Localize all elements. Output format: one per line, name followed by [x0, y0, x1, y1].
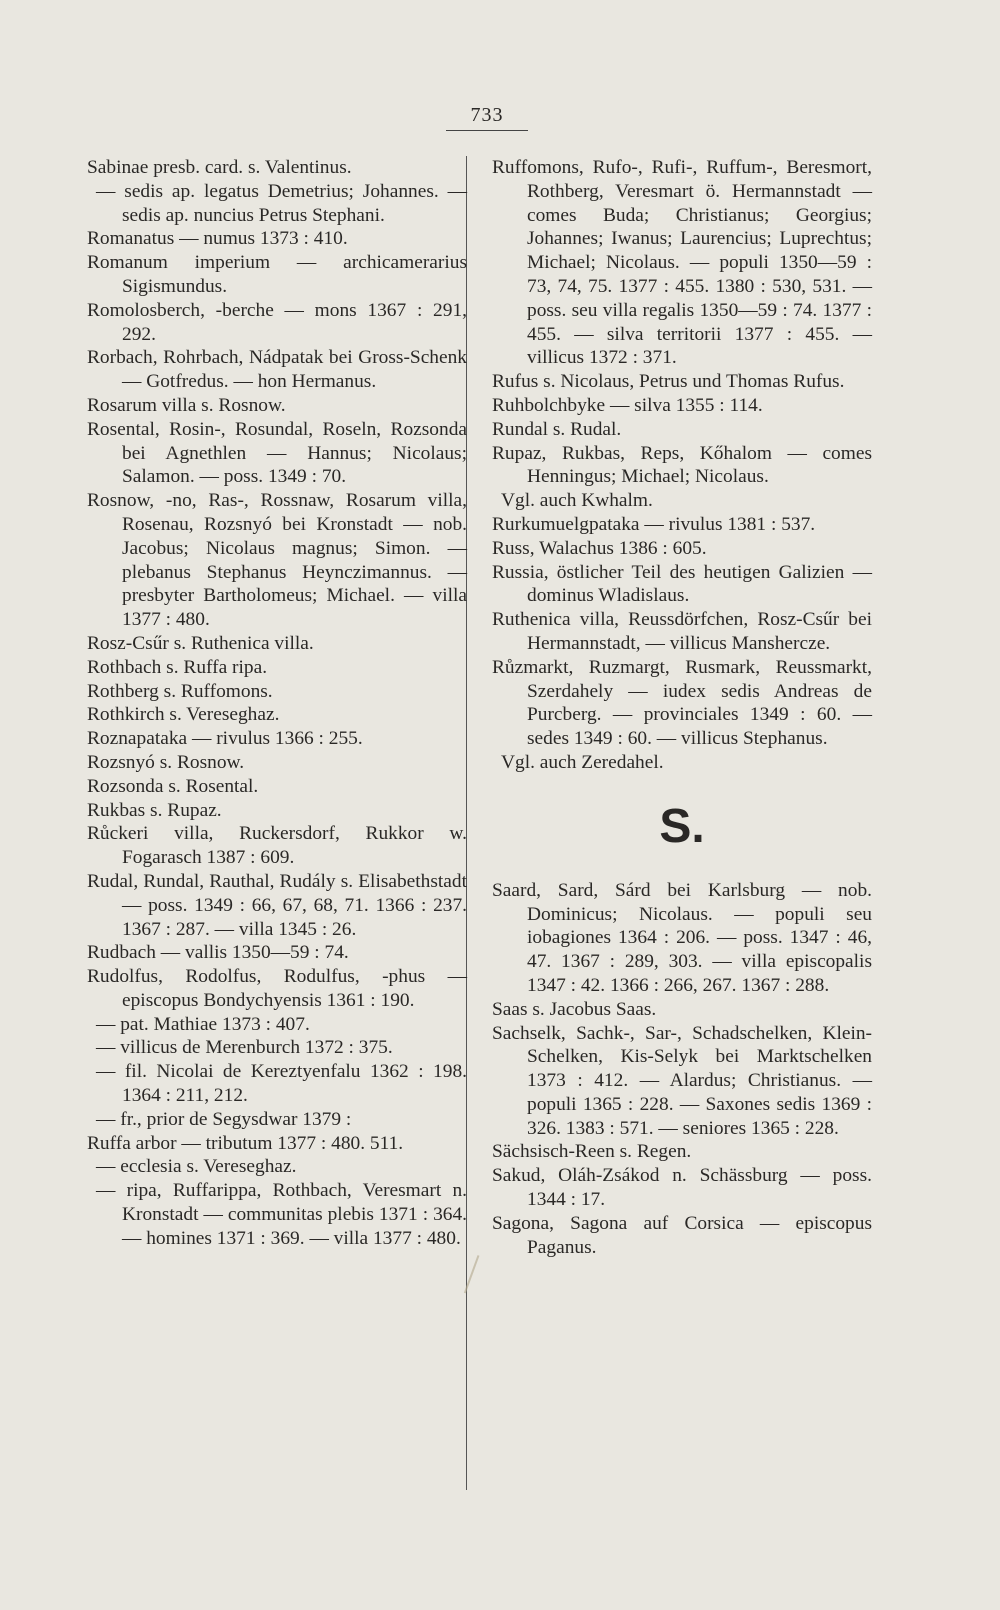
index-entry: Rudal, Rundal, Rauthal, Rudály s. Elisabethstadt — poss. 1349 : 66, 67, 68, 71. 1366 : 237. 1367 : 287. — villa 1345 : 26. — [87, 870, 467, 940]
index-entry: Ruhbolchbyke — silva 1355 : 114. — [492, 394, 763, 416]
index-subentry: — ripa, Ruffarippa, Rothbach, Veresmart n. Kronstadt — communitas plebis 1371 : 364. — homines 1371 : 369. — villa 1377 : 480. — [96, 1180, 467, 1249]
index-entry: Romanatus — numus 1373 : 410. — [87, 228, 348, 250]
index-entry: Roznapataka — rivulus 1366 : 255. — [87, 728, 363, 750]
index-entry: Saas s. Jacobus Saas. — [492, 998, 657, 1020]
index-entry: Rupaz, Rukbas, Reps, Kőhalom — comes Henningus; Michael; Nicolaus. — [492, 442, 872, 488]
page-number: 733 — [446, 104, 528, 131]
index-entry: Rundal s. Rudal. — [492, 418, 622, 440]
index-entry: Růzmarkt, Ruzmargt, Rusmark, Reussmarkt, Szerdahely — iudex sedis Andreas de Purcberg. — provinciales 1349 : 60. — sedes 1349 : 60. — villicus Stephanus. — [492, 656, 872, 750]
index-subentry: — villicus de Merenburch 1372 : 375. — [96, 1037, 393, 1059]
pencil-mark — [464, 1255, 500, 1301]
index-entry: Russia, östlicher Teil des heutigen Galizien — dominus Wladislaus. — [492, 561, 872, 607]
index-entry: Sächsisch-Reen s. Regen. — [492, 1141, 692, 1163]
index-subentry: — fr., prior de Segysdwar 1379 : — [96, 1108, 352, 1130]
index-entry: Ruthenica villa, Reussdörfchen, Rosz-Csűr bei Hermannstadt, — villicus Manshercze. — [492, 609, 872, 654]
index-subentry: — pat. Mathiae 1373 : 407. — [96, 1013, 310, 1035]
index-entry: Ruffa arbor — tributum 1377 : 480. 511. — [87, 1132, 404, 1154]
index-entry: Russ, Walachus 1386 : 605. — [492, 537, 707, 559]
left-column — [87, 156, 467, 1251]
index-entry: Rothkirch s. Vereseghaz. — [87, 704, 280, 726]
index-entry: Rothbach s. Ruffa ripa. — [87, 656, 268, 678]
index-entry: Saard, Sard, Sárd bei Karlsburg — nob. Dominicus; Nicolaus. — populi seu iobagiones 1364 : 206. — poss. 1347 : 46, 47. 1367 : 289, 303. — villa episcopalis 1347 : 42. 1366 : 266, 267. 1367 : 288. — [492, 879, 872, 996]
index-subentry: — fil. Nicolai de Kereztyenfalu 1362 : 198. 1364 : 211, 212. — [96, 1061, 467, 1107]
index-entry: Sakud, Oláh-Zsákod n. Schässburg — poss. 1344 : 17. — [492, 1165, 872, 1211]
index-subentry: — sedis ap. legatus Demetrius; Johannes. — sedis ap. nuncius Petrus Stephani. — [96, 180, 467, 226]
index-subentry: Vgl. auch Zeredahel. — [501, 751, 664, 773]
index-entry: Romolosberch, -berche — mons 1367 : 291, 292. — [87, 299, 467, 345]
index-entry: Sachselk, Sachk-, Sar-, Schadschelken, Klein-Schelken, Kis-Selyk bei Marktschelken 1373 : 412. — Alardus; Christianus. — populi 1365 : 228. — Saxones sedis 1369 : 326. 1383 : 571. — seniores 1365 : 228. — [492, 1022, 872, 1139]
index-entry: Rosental, Rosin-, Rosundal, Roseln, Rozsonda bei Agnethlen — Hannus; Nicolaus; Salamon. — poss. 1349 : 70. — [87, 418, 467, 488]
index-entry: Rosz-Csűr s. Ruthenica villa. — [87, 632, 314, 654]
index-subentry: — ecclesia s. Vereseghaz. — [96, 1156, 297, 1178]
index-entry: Rozsonda s. Rosental. — [87, 775, 259, 797]
index-entry: Romanum imperium — archicamerarius Sigismundus. — [87, 252, 467, 297]
index-entry: Rosnow, -no, Ras-, Rossnaw, Rosarum villa, Rosenau, Rozsnyó bei Kronstadt — nob. Jacobus; Nicolaus magnus; Simon. — plebanus Stephanus Heynczimannus. — presbyter Bartholomeus; Michael. — villa 1377 : 480. — [87, 490, 467, 631]
index-entry: Rufus s. Nicolaus, Petrus und Thomas Rufus. — [492, 371, 845, 393]
index-entry: Sabinae presb. card. s. Valentinus. — [87, 157, 352, 178]
index-entry: Růckeri villa, Ruckersdorf, Rukkor w. Fogarasch 1387 : 609. — [87, 823, 467, 869]
index-entry: Sagona, Sagona auf Corsica — episcopus Paganus. — [492, 1212, 872, 1258]
index-entry: Rozsnyó s. Rosnow. — [87, 751, 245, 773]
index-entry: Ruffomons, Rufo-, Rufi-, Ruffum-, Beresmort, Rothberg, Veresmart ö. Hermannstadt — comes Buda; Christianus; Georgius; Johannes; Iwanus; Laurencius; Luprechtus; Michael; Nicolaus. — populi 1350—59 : 73, 74, 75. 1377 : 455. 1380 : 530, 531. — poss. seu villa regalis 1350—59 : 74. 1377 : 455. — silva territorii 1377 : 455. — villicus 1372 : 371. — [492, 157, 872, 369]
index-entry: Rorbach, Rohrbach, Nádpatak bei Gross-Schenk — Gotfredus. — hon Hermanus. — [87, 347, 467, 393]
index-entry: Rothberg s. Ruffomons. — [87, 680, 273, 702]
index-entry: Rudolfus, Rodolfus, Rodulfus, -phus — episcopus Bondychyensis 1361 : 190. — [87, 966, 467, 1011]
index-entry: Rosarum villa s. Rosnow. — [87, 394, 286, 416]
index-entry: Rudbach — vallis 1350—59 : 74. — [87, 942, 349, 964]
index-entry: Rurkumuelgpataka — rivulus 1381 : 537. — [492, 513, 816, 535]
section-letter-heading: S. — [659, 799, 705, 853]
index-subentry: Vgl. auch Kwhalm. — [501, 490, 653, 512]
index-entry: Rukbas s. Rupaz. — [87, 799, 222, 821]
right-column — [492, 156, 872, 1259]
